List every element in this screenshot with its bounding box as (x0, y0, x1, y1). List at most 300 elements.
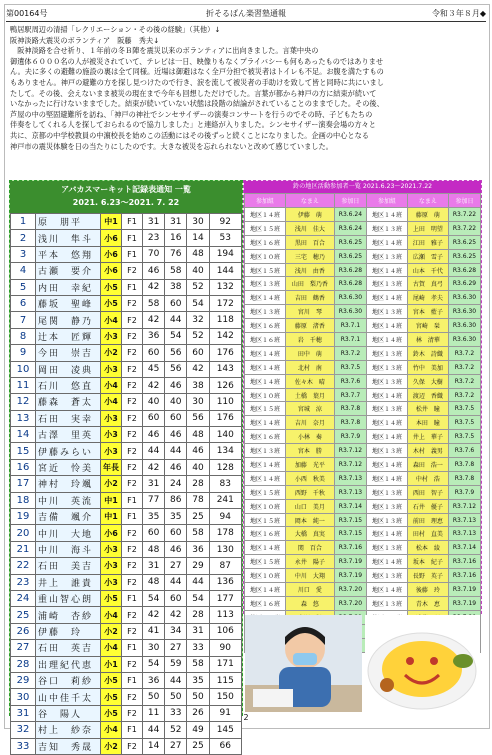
score-value: 38 (187, 377, 209, 393)
student-name: 神村 玲颯 (36, 476, 101, 492)
volunteer-row (245, 235, 481, 249)
ranking-row (11, 541, 242, 557)
rank-number: 24 (11, 590, 36, 606)
student-name: 石田 実幸 (36, 410, 101, 426)
name-cell: 小西 秋美 (285, 471, 334, 485)
ranking-header (10, 181, 242, 213)
group-cell: 地区１３班 (366, 374, 407, 388)
volunteer-row (245, 402, 481, 416)
student-name: 石田 美吉 (36, 558, 101, 574)
class-level: F2 (122, 328, 143, 344)
date-cell: R3.7.19 (448, 583, 480, 597)
score-value: 25 (187, 509, 209, 525)
rank-number: 1 (11, 214, 36, 230)
abacus-ranking-panel (9, 180, 243, 753)
score-total: 91 (209, 705, 241, 721)
student-name: 中川 海斗 (36, 541, 101, 557)
volunteer-row (245, 444, 481, 458)
article-line: ん。夫に多くの避難の施設の裏は全て同様。近場は御避はなく全戸分担で被災者はトイレも不足。お腹を満たすもの (10, 67, 384, 77)
name-cell: 後藤 玲 (407, 583, 448, 597)
name-cell: 青木 恵 (407, 596, 448, 610)
date-cell: R3.6.28 (334, 263, 366, 277)
date-cell: R3.7.5 (448, 402, 480, 416)
header-divider (6, 21, 486, 22)
group-cell: 地区１５班 (245, 263, 286, 277)
class-level: F2 (122, 312, 143, 328)
class-level: F2 (122, 705, 143, 721)
class-level: F2 (122, 574, 143, 590)
ranking-title: アバカスマーキット記録表通知 一覧 (61, 185, 191, 194)
ranking-row (11, 214, 242, 230)
name-cell: 尾崎 孝夫 (407, 291, 448, 305)
grade: 小6 (101, 525, 122, 541)
name-cell: 小林 奏 (285, 430, 334, 444)
volunteer-row (245, 555, 481, 569)
score-value: 40 (165, 394, 187, 410)
score-value: 42 (143, 279, 165, 295)
group-cell: 地区１３班 (245, 305, 286, 319)
ranking-row (11, 623, 242, 639)
date-cell: R3.6.30 (448, 291, 480, 305)
volunteer-row (245, 346, 481, 360)
name-cell: 松本 綾 (407, 541, 448, 555)
score-value: 34 (165, 623, 187, 639)
date-cell: R3.6.30 (334, 305, 366, 319)
group-cell: 地区１４班 (366, 471, 407, 485)
student-name: 浅川 隼斗 (36, 230, 101, 246)
score-value: 31 (187, 623, 209, 639)
score-value: 44 (165, 312, 187, 328)
student-name: 岡田 凌典 (36, 361, 101, 377)
name-cell: 井上 華子 (407, 430, 448, 444)
date-cell: R3.6.25 (334, 235, 366, 249)
volunteer-header-row (245, 194, 481, 208)
group-cell: 地区１５班 (245, 485, 286, 499)
date-cell: R3.7.15 (334, 513, 366, 527)
score-value: 56 (165, 361, 187, 377)
score-value: 44 (143, 443, 165, 459)
ranking-row (11, 246, 242, 262)
score-value: 28 (187, 607, 209, 623)
score-value: 46 (165, 459, 187, 475)
score-value: 36 (143, 328, 165, 344)
volunteer-row (245, 263, 481, 277)
class-level: F2 (122, 558, 143, 574)
volunteer-row (245, 374, 481, 388)
name-cell: 前田 理恵 (407, 513, 448, 527)
score-total: 143 (209, 361, 241, 377)
date-cell: R3.6.30 (448, 305, 480, 319)
volunteer-row (245, 208, 481, 222)
date-cell: R3.6.28 (448, 263, 480, 277)
score-value: 42 (143, 377, 165, 393)
score-value: 60 (143, 525, 165, 541)
score-value: 46 (143, 263, 165, 279)
column-header: 参加日 (334, 194, 366, 208)
score-value: 60 (143, 345, 165, 361)
date-cell: R3.7.8 (448, 471, 480, 485)
date-cell: R3.7.1 (334, 319, 366, 333)
date-cell: R3.7.19 (448, 596, 480, 610)
rank-number: 26 (11, 623, 36, 639)
ranking-row (11, 345, 242, 361)
name-cell: 浅川 佳大 (285, 221, 334, 235)
score-total: 194 (209, 246, 241, 262)
group-cell: 地区１５班 (245, 402, 286, 416)
grade: 小4 (101, 722, 122, 738)
rank-number: 2 (11, 230, 36, 246)
score-value: 48 (187, 427, 209, 443)
score-total: 53 (209, 230, 241, 246)
group-cell: 地区１０班 (245, 569, 286, 583)
score-total: 66 (209, 738, 241, 754)
class-level: F2 (122, 459, 143, 475)
score-value: 33 (165, 705, 187, 721)
score-value: 60 (187, 345, 209, 361)
volunteer-row (245, 471, 481, 485)
article-line: 阪神淡路を合せ祈り、１年前の冬Ｂ陣を震災以来のボランティアに出向きました。言葉中央の (10, 46, 319, 56)
name-cell: 中村 浩 (407, 471, 448, 485)
grade: 小6 (101, 230, 122, 246)
score-total: 92 (209, 214, 241, 230)
group-cell: 地区１６班 (245, 235, 286, 249)
rank-number: 23 (11, 574, 36, 590)
student-name: 辻本 匠輝 (36, 328, 101, 344)
student-name: 石田 英吉 (36, 640, 101, 656)
grade: 中1 (101, 509, 122, 525)
score-value: 14 (187, 230, 209, 246)
score-total: 113 (209, 607, 241, 623)
rank-number: 7 (11, 312, 36, 328)
date-cell: R3.7.19 (334, 555, 366, 569)
date-cell: R3.7.13 (334, 471, 366, 485)
ranking-row (11, 312, 242, 328)
group-cell: 地区１３班 (366, 360, 407, 374)
score-value: 28 (187, 476, 209, 492)
score-value: 26 (187, 705, 209, 721)
grade: 小3 (101, 541, 122, 557)
class-level: F2 (122, 541, 143, 557)
group-cell: 地区１４班 (366, 583, 407, 597)
date-cell: R3.7.8 (334, 416, 366, 430)
class-level: F1 (122, 509, 143, 525)
score-total: 142 (209, 328, 241, 344)
score-value: 52 (187, 279, 209, 295)
student-name: 村上 紗奈 (36, 722, 101, 738)
volunteer-panel (243, 180, 482, 614)
score-value: 46 (165, 427, 187, 443)
date-cell: R3.7.1 (334, 333, 366, 347)
name-cell: 吉田 鶴香 (285, 291, 334, 305)
article-line: 芦屋の中の堅固避難所を訪ね、「神戸の神社でシンセサイザーの演奏コンサートを行うのでその時、子どもたちの (10, 109, 373, 119)
score-value: 45 (143, 361, 165, 377)
score-value: 27 (165, 640, 187, 656)
ranking-row (11, 443, 242, 459)
score-value: 78 (187, 492, 209, 508)
class-level: F2 (122, 738, 143, 754)
score-value: 35 (143, 509, 165, 525)
ranking-row (11, 640, 242, 656)
student-name: 伊藤 玲 (36, 623, 101, 639)
rank-number: 5 (11, 279, 36, 295)
rank-number: 15 (11, 443, 36, 459)
student-name: 重山智心朗 (36, 590, 101, 606)
score-value: 42 (143, 607, 165, 623)
class-level: F1 (122, 640, 143, 656)
score-value: 48 (187, 246, 209, 262)
score-value: 23 (143, 230, 165, 246)
volunteer-row (245, 388, 481, 402)
student-name: 井上 誰貴 (36, 574, 101, 590)
score-value: 50 (165, 689, 187, 705)
group-cell: 地区１３班 (366, 569, 407, 583)
score-total: 132 (209, 279, 241, 295)
ranking-row (11, 607, 242, 623)
child-photo (245, 615, 362, 712)
score-value: 60 (165, 410, 187, 426)
date-cell: R3.7.2 (334, 346, 366, 360)
score-value: 41 (143, 623, 165, 639)
article-line: 伴奏をしてくれる人を探しておられるので協力しました」と連絡が入りました。シンセサイザー演奏会場の方々と (10, 120, 376, 130)
grade: 小4 (101, 640, 122, 656)
score-value: 60 (165, 590, 187, 606)
ranking-row (11, 558, 242, 574)
name-cell: 竹中 美加 (407, 360, 448, 374)
student-name: 山中佳千太 (36, 689, 101, 705)
name-cell: 森田 浩一 (407, 458, 448, 472)
score-total: 87 (209, 558, 241, 574)
rank-number: 29 (11, 672, 36, 688)
group-cell: 地区１４班 (366, 208, 407, 222)
group-cell: 地区１４班 (366, 555, 407, 569)
student-name: 吉備 颯介 (36, 509, 101, 525)
name-cell: 山本 千代 (407, 263, 448, 277)
score-value: 52 (165, 722, 187, 738)
date-cell: R3.7.15 (334, 527, 366, 541)
score-value: 30 (143, 640, 165, 656)
date-cell: R3.7.6 (334, 374, 366, 388)
student-name: 浦崎 杏紗 (36, 607, 101, 623)
group-cell: 地区１４班 (366, 458, 407, 472)
date-cell: R3.7.6 (448, 444, 480, 458)
grade: 小4 (101, 312, 122, 328)
class-level: F2 (122, 656, 143, 672)
grade: 小1 (101, 656, 122, 672)
name-cell: 渡辺 香織 (407, 388, 448, 402)
score-total: 130 (209, 541, 241, 557)
page-footer (0, 713, 492, 722)
article-line: 鴨居駅周辺の清掃「レクリエーション・その後の経験」（其他）↓ (10, 25, 221, 34)
date-cell: R3.7.2 (448, 346, 480, 360)
rank-number: 22 (11, 558, 36, 574)
score-total: 176 (209, 410, 241, 426)
date-cell: R3.6.28 (334, 277, 366, 291)
score-total: 171 (209, 656, 241, 672)
score-value: 30 (187, 394, 209, 410)
volunteer-row (245, 291, 481, 305)
ranking-table (10, 213, 242, 755)
column-header: なまえ (285, 194, 334, 208)
student-name: 谷 陽人 (36, 705, 101, 721)
group-cell: 地区１４班 (366, 333, 407, 347)
score-value: 14 (143, 738, 165, 754)
group-cell: 地区１０班 (245, 249, 286, 263)
ranking-row (11, 738, 242, 754)
date-cell: R3.7.19 (334, 569, 366, 583)
group-cell: 地区１３班 (366, 596, 407, 610)
volunteer-row (245, 277, 481, 291)
group-cell: 地区１４班 (245, 416, 286, 430)
name-cell: 広瀬 雪子 (407, 249, 448, 263)
score-value: 58 (143, 295, 165, 311)
group-cell: 地区１４班 (245, 360, 286, 374)
ranking-row (11, 295, 242, 311)
ranking-row (11, 476, 242, 492)
score-value: 24 (165, 476, 187, 492)
score-value: 54 (187, 590, 209, 606)
date-cell: R3.7.20 (334, 596, 366, 610)
class-level: F1 (122, 492, 143, 508)
score-value: 27 (165, 558, 187, 574)
class-level: F2 (122, 295, 143, 311)
score-value: 38 (165, 279, 187, 295)
class-level: F2 (122, 607, 143, 623)
score-value: 56 (165, 345, 187, 361)
student-name: 古澤 里英 (36, 427, 101, 443)
student-name: 原 朋平 (36, 214, 101, 230)
grade: 小5 (101, 295, 122, 311)
name-cell: 林 清華 (407, 333, 448, 347)
score-value: 59 (165, 656, 187, 672)
score-value: 48 (143, 574, 165, 590)
score-total: 145 (209, 722, 241, 738)
name-cell: 石井 優子 (407, 499, 448, 513)
group-cell: 地区１４班 (366, 291, 407, 305)
date-cell: R3.6.25 (448, 249, 480, 263)
article-line: もありません。神戸の避難の方を探し見つけたので行き、涙を流して被災者の手助けを致して皆と同時に共にいまし (10, 77, 384, 87)
group-cell: 地区１６班 (245, 333, 286, 347)
rank-number: 9 (11, 345, 36, 361)
rank-number: 4 (11, 263, 36, 279)
score-value: 16 (165, 230, 187, 246)
name-cell: 田中 萌 (285, 346, 334, 360)
date-cell: R3.7.22 (448, 221, 480, 235)
date-cell: R3.7.5 (448, 430, 480, 444)
score-value: 31 (143, 558, 165, 574)
name-cell: 宮本 勝 (285, 444, 334, 458)
grade: 小3 (101, 427, 122, 443)
group-cell: 地区１３班 (366, 249, 407, 263)
article-line: 共に、京都の中学校教員の中濵校長を始めこの活動にはその後ずっと続くことになりました。企画の中心となる (10, 130, 369, 140)
rank-number: 11 (11, 377, 36, 393)
date-cell: R3.6.30 (334, 291, 366, 305)
score-value: 60 (143, 410, 165, 426)
group-cell: 地区１４班 (245, 541, 286, 555)
ranking-row (11, 427, 242, 443)
article-line: 神戸市の震災体験を日の当たりにしたのです。大きな被災を忘れられないと改めて感じていました。 (10, 141, 333, 151)
rank-number: 18 (11, 492, 36, 508)
class-level: F2 (122, 476, 143, 492)
group-cell: 地区１４班 (366, 319, 407, 333)
student-name: 中川 英流 (36, 492, 101, 508)
name-cell: 大橋 真実 (285, 527, 334, 541)
score-total: 136 (209, 574, 241, 590)
rank-number: 10 (11, 361, 36, 377)
article-body (10, 25, 480, 152)
student-name: 出理紀代恵 (36, 656, 101, 672)
grade: 小3 (101, 574, 122, 590)
class-level: F1 (122, 214, 143, 230)
score-value: 70 (143, 246, 165, 262)
group-cell: 地区１４班 (366, 430, 407, 444)
score-total: 110 (209, 394, 241, 410)
score-value: 11 (143, 705, 165, 721)
score-value: 58 (165, 263, 187, 279)
score-value: 40 (187, 263, 209, 279)
date-cell: R3.7.5 (334, 360, 366, 374)
score-value: 31 (143, 476, 165, 492)
name-cell: 田村 直美 (407, 527, 448, 541)
group-cell: 地区１６班 (245, 596, 286, 610)
student-name: 藤森 蒼太 (36, 394, 101, 410)
score-total: 118 (209, 312, 241, 328)
grade: 小6 (101, 246, 122, 262)
article-line: 御遺体６０００名の人が被災されていて、テレビは一日、映像りもなくプライバシーも何もあったものではありませ (10, 56, 384, 66)
grade: 小4 (101, 394, 122, 410)
grade: 小2 (101, 738, 122, 754)
group-cell: 地区１４班 (366, 235, 407, 249)
group-cell: 地区１４班 (366, 388, 407, 402)
volunteer-row (245, 221, 481, 235)
group-cell: 地区１０班 (245, 499, 286, 513)
volunteer-row (245, 569, 481, 583)
grade: 小3 (101, 443, 122, 459)
volunteer-row (245, 499, 481, 513)
name-cell: 加藤 光平 (285, 458, 334, 472)
score-value: 54 (187, 295, 209, 311)
ranking-period: 2021. 6.23～2021. 7. 22 (72, 198, 180, 207)
group-cell: 地区１３班 (366, 402, 407, 416)
name-cell: 山口 美月 (285, 499, 334, 513)
date-cell: R3.7.13 (448, 527, 480, 541)
score-total: 128 (209, 459, 241, 475)
name-cell: 関 百合 (285, 541, 334, 555)
score-value: 42 (187, 361, 209, 377)
name-cell: 宮崎 栞 (407, 319, 448, 333)
score-total: 94 (209, 509, 241, 525)
ranking-row (11, 230, 242, 246)
grade: 小2 (101, 623, 122, 639)
smiley-rice-photo (365, 615, 480, 712)
date-cell: R3.7.20 (334, 583, 366, 597)
name-cell: 長野 英子 (407, 569, 448, 583)
score-total: 172 (209, 295, 241, 311)
group-cell: 地区１３班 (366, 499, 407, 513)
name-cell: 藤原 渚香 (285, 319, 334, 333)
grade: 小3 (101, 558, 122, 574)
rank-number: 14 (11, 427, 36, 443)
column-header: 参加日 (448, 194, 480, 208)
date-cell: R3.7.12 (448, 499, 480, 513)
issue-date: 令和３年８月◆ (431, 9, 486, 18)
score-value: 54 (165, 328, 187, 344)
volunteer-row (245, 541, 481, 555)
student-name: 伊藤みらい (36, 443, 101, 459)
score-value: 60 (165, 525, 187, 541)
grade: 小2 (101, 345, 122, 361)
ranking-row (11, 263, 242, 279)
name-cell: 宮本 藍子 (407, 305, 448, 319)
